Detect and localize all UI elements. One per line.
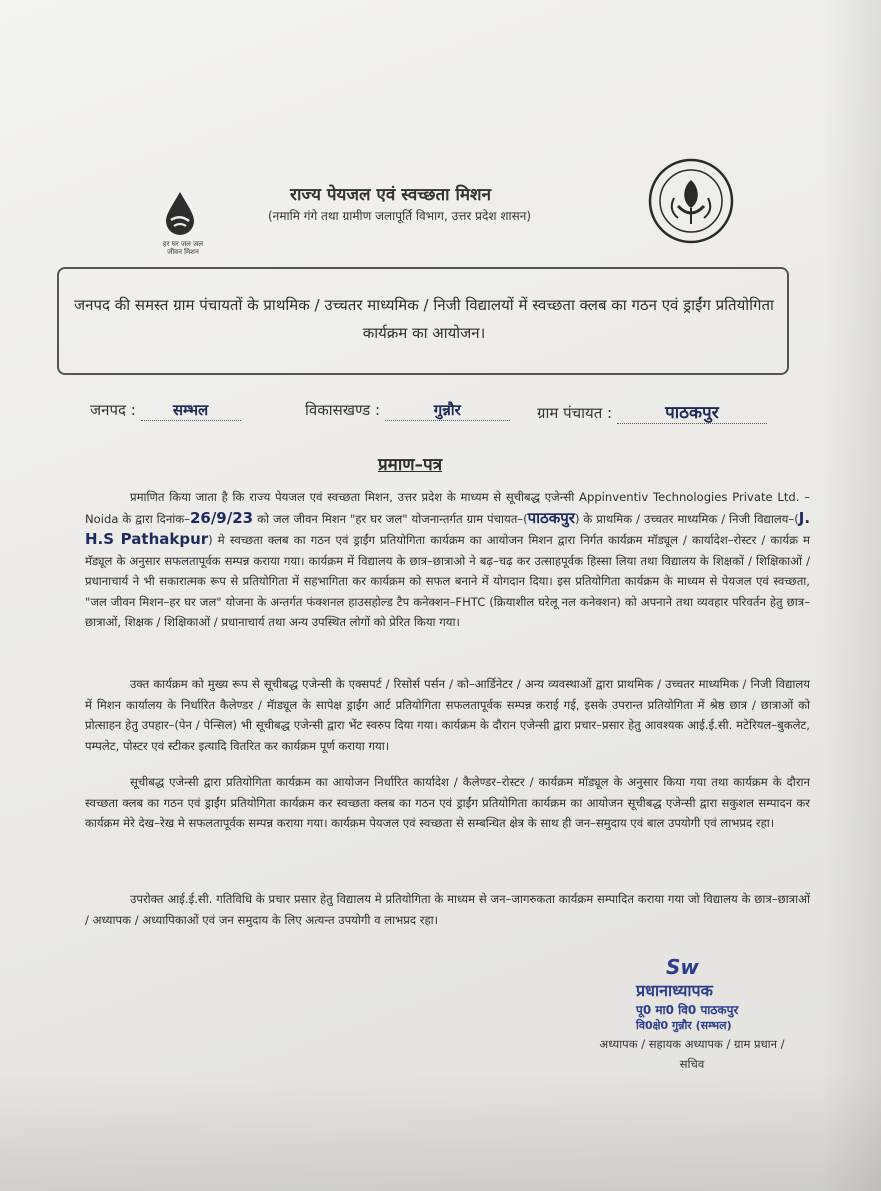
banner-text: जनपद की समस्त ग्राम पंचायतों के प्राथमिक / उच्चतर माध्यमिक / निजी विद्यालयों में स्वच्छता क्लब का गठन एवं ड्राईंग प्रतियोगिता कार्यक्रम का आयोजन। xyxy=(74,296,774,342)
district-label: जनपद : xyxy=(90,401,136,419)
block-field xyxy=(305,400,510,421)
water-drop-icon xyxy=(160,190,200,236)
paragraph-2 xyxy=(85,674,810,756)
district-value: सम्भल xyxy=(141,400,241,421)
org-title: राज्य पेयजल एवं स्वच्छता मिशन xyxy=(290,185,492,205)
gp-fill: पाठकपुर xyxy=(527,508,575,527)
headmaster-stamp xyxy=(636,955,806,1033)
certificate-heading: प्रमाण–पत्र xyxy=(378,455,443,475)
org-subtitle: (नमामि गंगे तथा ग्रामीण जलापूर्ति विभाग, उत्तर प्रदेश शासन) xyxy=(268,209,532,223)
gp-label: ग्राम पंचायत : xyxy=(537,404,613,422)
signature: Sw xyxy=(666,955,699,979)
paragraph-4-text: उपरोक्त आई.ई.सी. गतिविधि के प्रचार प्रसार हेतु विद्यालय मे प्रतियोगिता के माध्यम से जन–जागरुकता कार्यक्रम सम्पादित कराया गया जो विद्यालय के छात्र–छात्राओं / अध्यापक / अध्यापिकाओं एवं जन समुदाय के लिए अत्यन्त उपयोगी व लाभप्रद रहा। xyxy=(85,892,810,927)
paragraph-1 xyxy=(85,487,810,633)
block-label: विकासखण्ड : xyxy=(305,401,381,419)
har-ghar-jal-logo xyxy=(160,190,206,256)
p1-part-d: ) मे स्वच्छता क्लब का गठन एवं ड्राईंग प्रतियोगिता कार्यक्रम का आयोजन मिशन द्वारा निर्गत कार्यक्रम मॉड्यूल / कार्यादेश–रोस्टर / कार्यक्र म मॅड्यूल के अनुसार सफलतापूर्वक सम्पन्न कराया गया। कार्यक्रम में विद्यालय के छात्र–छात्राओ ने बढ़–चढ़ कर उत्साहपूर्वक हिस्सा लिया तथा विद्यालय के शिक्षकों / शिक्षिकाओं / प्रधानाचार्य ने भी सकारात्मक रूप से प्रतियोगिता में सहभागिता कर कार्यक्रम को सफल बनाने में योगदान दिया। इस प्रतियोगिता कार्यक्रम के माध्यम से पेयजल एवं स्वच्छता, "जल जीवन मिशन–हर घर जल" योजना के अन्तर्गत फंक्शनल हाउसहोल्ड टैप कनेक्शन–FHTC (क्रियाशील घरेलू नल कनेक्शन) को अपनाने तथा व्यवहार परिवर्तन हेतु छात्र–छात्राओं, शिक्षक / शिक्षिकाओं / प्रधानाचार्य तथा अन्य उपस्थित लोगों को प्रेरित किया गया। xyxy=(85,533,810,629)
paragraph-3-text: सूचीबद्ध एजेन्सी द्वारा प्रतियोगिता कार्यक्रम का आयोजन निर्धारित कार्यादेश / कैलेण्डर–रोस्टर / कार्यक्रम मॉड्यूल के अनुसार किया गया तथा कार्यक्रम के दौरान स्वच्छता क्लब का गठन एवं ड्राईंग प्रतियोगिता कार्यक्रम कर स्वच्छता क्लब का गठन एवं ड्राईंग प्रतियोगिता कार्यक्रम का आयोजन सूचीबद्ध एजेन्सी द्वारा सकुशल सम्पादन कर कार्यक्रम मेरे देख–रेख मे सफलतापूर्वक सम्पन्न कराया गया। कार्यक्रम पेयजल एवं स्वच्छता से सम्बन्धित क्षेत्र के साथ ही जन–समुदाय एवं बाल उपयोगी एवं लाभप्रद रहा। xyxy=(85,775,810,830)
logo-caption: हर घर जल जल जीवन मिशन xyxy=(162,240,204,256)
stamp-line-1: प्रधानाध्यापक xyxy=(636,981,713,1000)
paragraph-2-text: उक्त कार्यक्रम को मुख्य रूप से सूचीबद्ध एजेन्सी के एक्सपर्ट / रिसोर्स पर्सन / को–आर्डिनेटर / अन्य व्यवस्थाओं द्वारा प्राथमिक / उच्चतर माध्यमिक / निजी विद्यालय में मिशन कार्यालय के निर्धारित कैलेण्डर / मॅाड्यूल के सापेक्ष ड्राईंग आर्ट प्रतियोगिता सफलतापूर्वक सम्पन्न कराई गई, इसके उपरान्त प्रतियोगिता में श्रेष्ठ छात्र / छात्राओं को प्रोत्साहन हेतु उपहार–(पेन / पेन्सिल) भी सूचीबद्ध एजेन्सी द्वारा भेंट स्वरुप दिया गया। कार्यक्रम के दौरान एजेन्सी द्वारा प्रचार–प्रसार हेतु आवश्यक आई.ई.सी. मटेरियल–बुकलेट, पम्पलेट, पोस्टर एवं स्टीकर इत्यादि वितरित कर कार्यक्रम पूर्ण कराया गया। xyxy=(85,677,810,753)
p1-part-a: प्रमाणित किया जाता है कि राज्य पेयजल एवं स्वच्छता मिशन, उत्तर प्रदेश के माध्यम से सूचीबद्ध एजेन्सी Appinventiv Technologies Private Ltd. – Noida के द्वारा दिनांक– xyxy=(85,490,810,526)
subject-banner xyxy=(57,267,789,375)
date-fill: 26/9/23 xyxy=(189,508,254,527)
paragraph-3 xyxy=(85,772,810,834)
gram-panchayat-field xyxy=(537,400,767,424)
gp-value: पाठकपुर xyxy=(617,400,767,424)
stamp-line-3: वि0क्षे0 गुन्नौर (सम्भल) xyxy=(636,1019,732,1032)
paper-shadow xyxy=(821,0,881,1191)
school-fill: J. H.S Pathakpur xyxy=(85,508,811,548)
paper-shadow-bottom xyxy=(0,1071,881,1191)
stamp-line-2: पू0 मा0 वि0 पाठकपुर xyxy=(636,1003,739,1017)
district-field xyxy=(90,400,241,421)
signatory-designation: अध्यापक / सहायक अध्यापक / ग्राम प्रधान / सचिव xyxy=(599,1037,785,1071)
block-value: गुन्नौर xyxy=(385,400,510,421)
paragraph-4 xyxy=(85,889,810,930)
up-govt-emblem-icon xyxy=(648,158,734,244)
p1-part-c: ) के प्राथमिक / उच्चतर माध्यमिक / निजी विद्यालय–( xyxy=(574,511,799,526)
p1-part-b: को जल जीवन मिशन "हर घर जल" योजनान्तर्गत ग्राम पंचायत–( xyxy=(257,511,528,526)
